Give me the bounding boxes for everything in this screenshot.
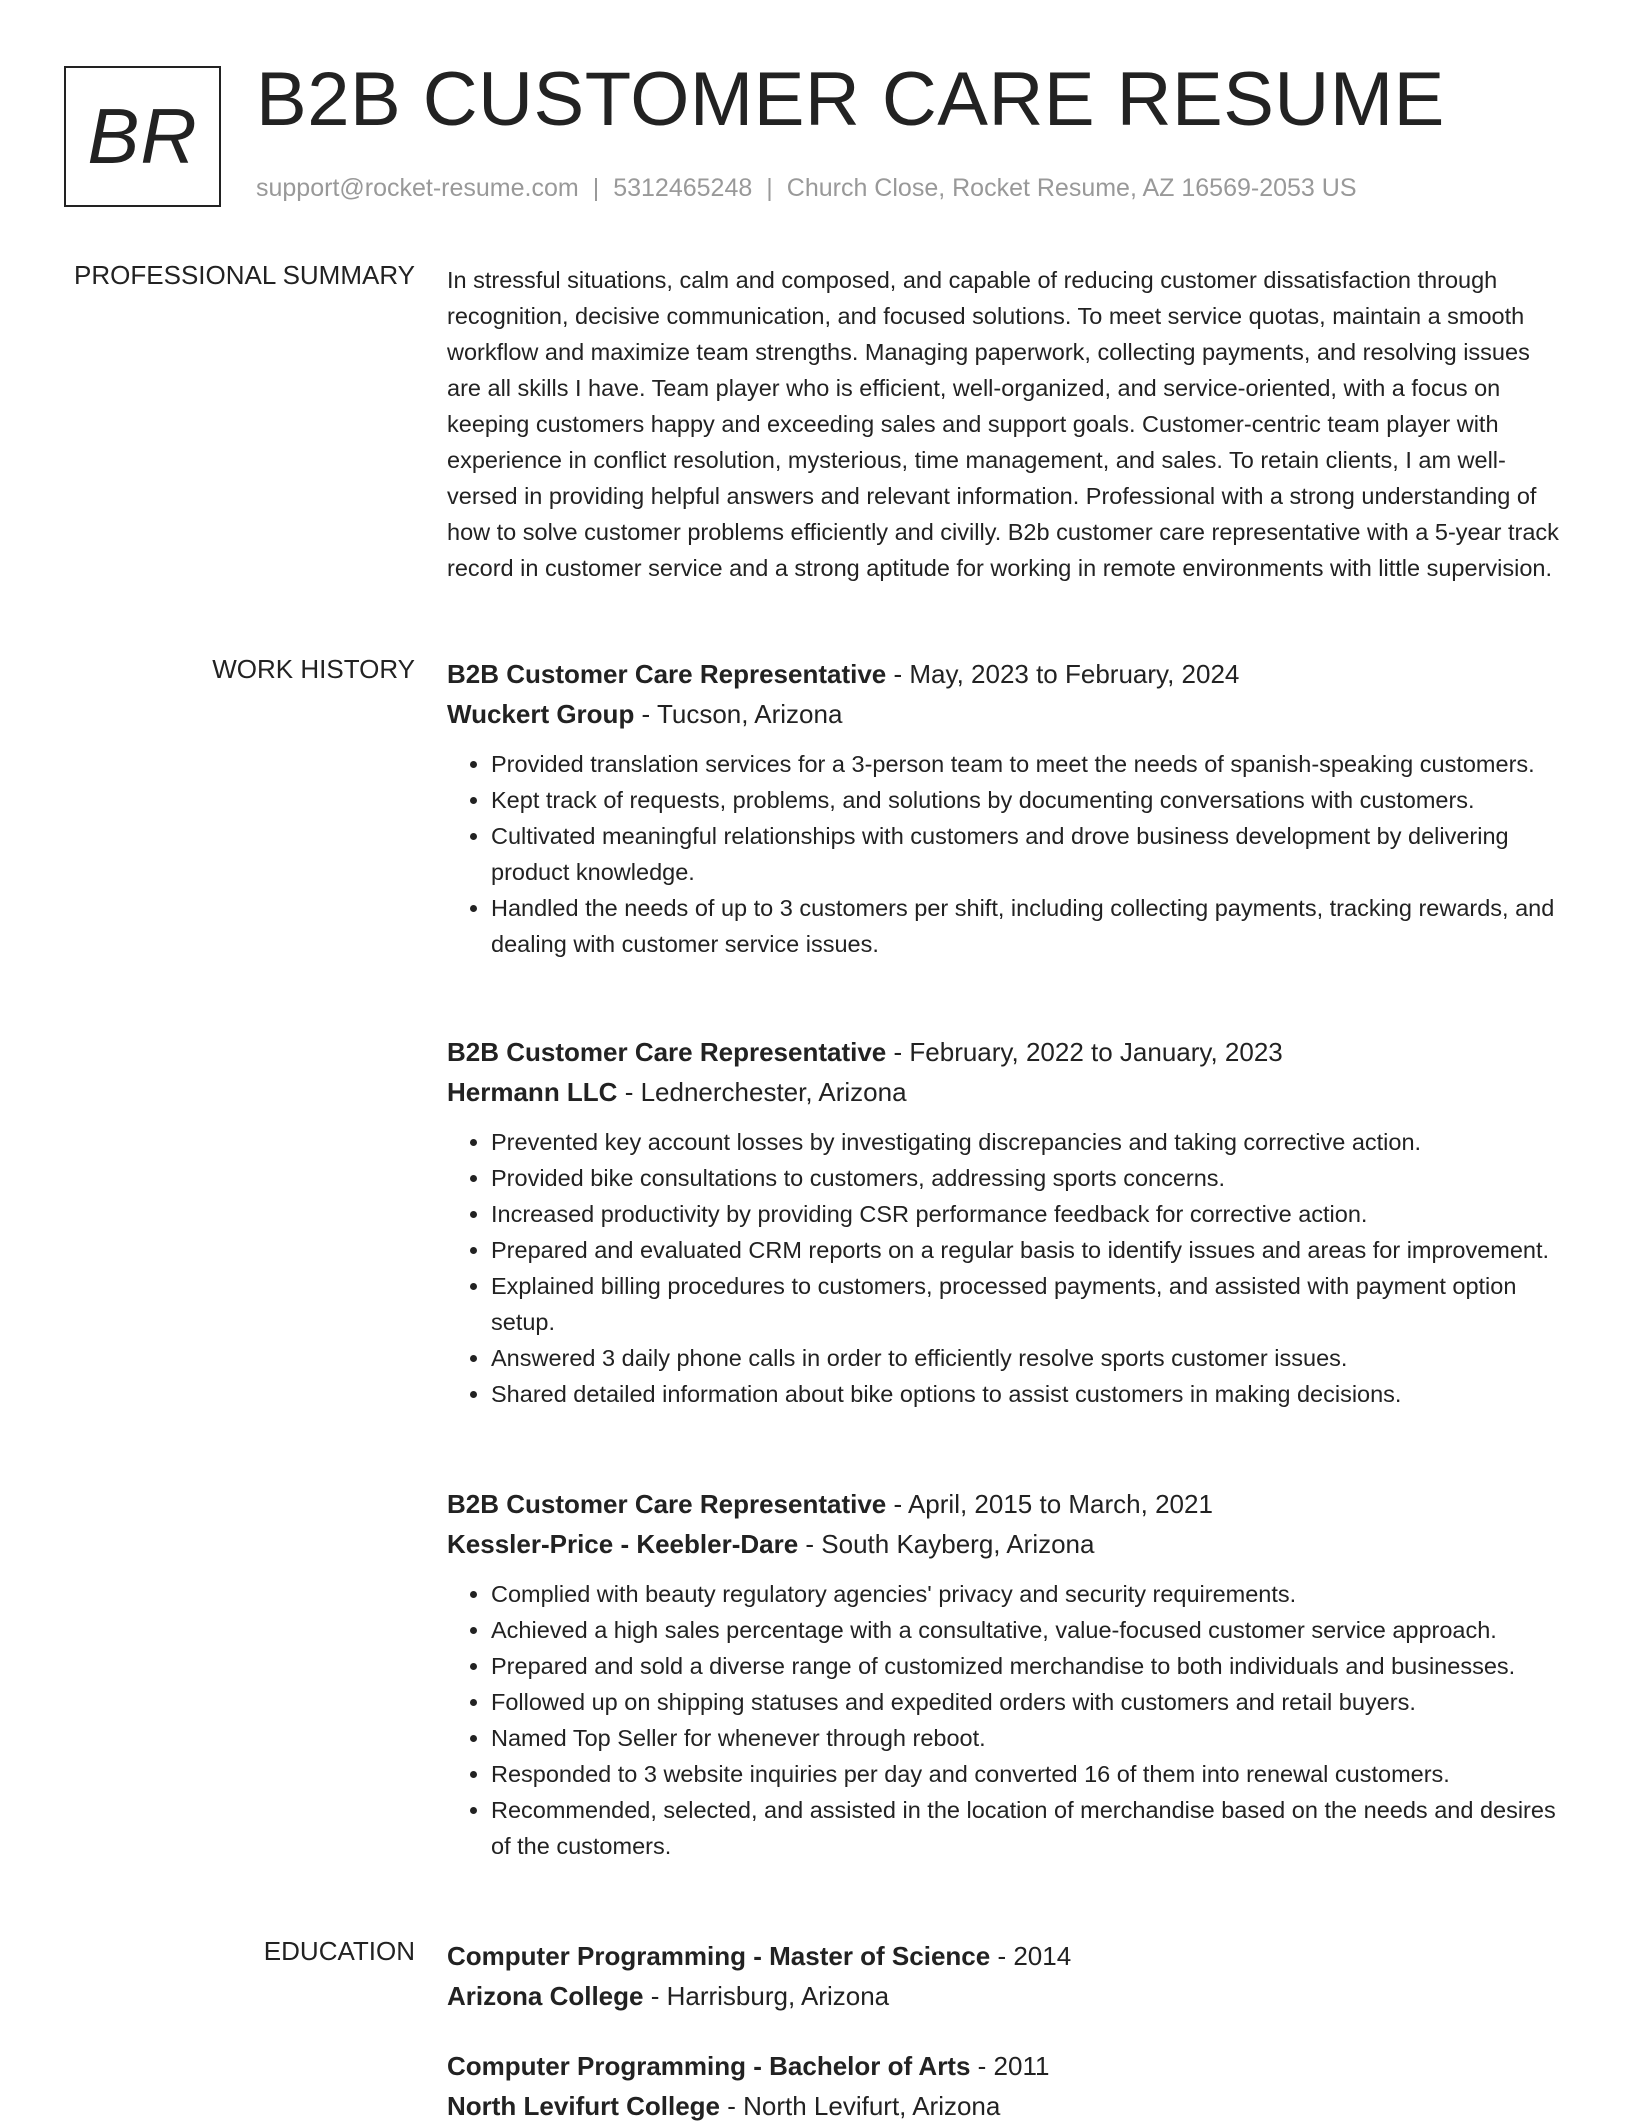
contact-separator: |	[766, 174, 773, 202]
job-dates: - May, 2023 to February, 2024	[886, 659, 1240, 689]
job-bullet: • Provided translation services for a 3-person team to meet the needs of spanish-speaking customers.	[491, 746, 1562, 782]
job-dates: - February, 2022 to January, 2023	[886, 1037, 1283, 1067]
education-location: - Harrisburg, Arizona	[643, 1981, 890, 2011]
education-entry	[447, 1936, 1562, 2016]
education-location: - North Levifurt, Arizona	[720, 2091, 1001, 2121]
job-bullet: • Kept track of requests, problems, and solutions by documenting conversations with customers.	[491, 782, 1562, 818]
job-bullet: • Followed up on shipping statuses and expedited orders with customers and retail buyers.	[491, 1684, 1562, 1720]
job-bullet: • Provided bike consultations to customers, addressing sports concerns.	[491, 1160, 1562, 1196]
job-company: Wuckert Group	[447, 699, 635, 729]
job-dates: - April, 2015 to March, 2021	[886, 1489, 1213, 1519]
job-company-line	[447, 1524, 1562, 1564]
section-label-work-history: WORK HISTORY	[212, 654, 415, 684]
education-school: North Levifurt College	[447, 2091, 721, 2121]
education-school: Arizona College	[447, 1981, 644, 2011]
resume-title: B2B CUSTOMER CARE RESUME	[256, 57, 1445, 142]
education-entry	[447, 2046, 1562, 2126]
education-year: - 2011	[970, 2051, 1050, 2081]
contact-address: Church Close, Rocket Resume, AZ 16569-2053 US	[786, 174, 1357, 202]
job-bullet: • Complied with beauty regulatory agencies' privacy and security requirements.	[491, 1576, 1562, 1612]
job-title-line	[447, 1484, 1562, 1524]
contact-separator: |	[592, 174, 600, 202]
section-label-education: EDUCATION	[263, 1936, 415, 1966]
job-bullet: • Increased productivity by providing CSR performance feedback for corrective action.	[491, 1196, 1562, 1232]
contact-email: support@rocket-resume.com	[256, 174, 579, 202]
education-year: - 2014	[990, 1941, 1072, 1971]
job-bullet: • Responded to 3 website inquiries per day and converted 16 of them into renewal customers.	[491, 1756, 1562, 1792]
education-school-line	[447, 1976, 1562, 2016]
job-title: B2B Customer Care Representative	[447, 659, 887, 689]
job-bullet: • Prepared and evaluated CRM reports on a regular basis to identify issues and areas for improvement.	[491, 1232, 1562, 1268]
job-company: Kessler-Price - Keebler-Dare	[447, 1529, 799, 1559]
job-company-line	[447, 694, 1562, 734]
job-entry	[447, 654, 1562, 962]
education-school-line	[447, 2086, 1562, 2126]
job-title: B2B Customer Care Representative	[447, 1489, 887, 1519]
job-title-line	[447, 1032, 1562, 1072]
job-bullet: • Explained billing procedures to customers, processed payments, and assisted with payment option setup.	[491, 1268, 1562, 1340]
summary-text: In stressful situations, calm and composed, and capable of reducing customer dissatisfaction through recognition, decisive communication, and focused solutions. To meet service quotas, maintain a smooth workflow and maximize team strengths. Managing paperwork, collecting payments, and resolving issues are all skills I have. Team player who is efficient, well-organized, and service-oriented, with a focus on keeping customers happy and exceeding sales and support goals. Customer-centric team player with experience in conflict resolution, mysterious, time management, and sales. To retain clients, I am well-versed in providing helpful answers and relevant information. Professional with a strong understanding of how to solve customer problems efficiently and civilly. B2b customer care representative with a 5-year track record in customer service and a strong aptitude for working in remote environments with little supervision.	[447, 267, 1559, 581]
summary-content	[447, 262, 1562, 586]
monogram-initials: BR	[87, 92, 198, 180]
section-label-summary: PROFESSIONAL SUMMARY	[74, 260, 415, 290]
job-title-line	[447, 654, 1562, 694]
job-bullet-list	[447, 746, 1562, 962]
job-bullet: • Handled the needs of up to 3 customers per shift, including collecting payments, tracking rewards, and dealing with customer service issues.	[491, 890, 1562, 962]
job-bullet: • Prevented key account losses by investigating discrepancies and taking corrective action.	[491, 1124, 1562, 1160]
contact-line	[256, 174, 1357, 203]
education-degree-line	[447, 2046, 1562, 2086]
job-bullet-list	[447, 1124, 1562, 1412]
job-bullet: • Answered 3 daily phone calls in order to efficiently resolve sports customer issues.	[491, 1340, 1562, 1376]
education-degree: Computer Programming - Master of Science	[447, 1941, 991, 1971]
job-location: - South Kayberg, Arizona	[798, 1529, 1095, 1559]
job-location: - Tucson, Arizona	[634, 699, 843, 729]
job-bullet: • Achieved a high sales percentage with a consultative, value-focused customer service approach.	[491, 1612, 1562, 1648]
job-location: - Lednerchester, Arizona	[617, 1077, 907, 1107]
education-degree: Computer Programming - Bachelor of Arts	[447, 2051, 971, 2081]
job-company-line	[447, 1072, 1562, 1112]
job-bullet: • Cultivated meaningful relationships with customers and drove business development by delivering product knowledge.	[491, 818, 1562, 890]
job-bullet: • Shared detailed information about bike options to assist customers in making decisions.	[491, 1376, 1562, 1412]
job-bullet-list	[447, 1576, 1562, 1864]
job-company: Hermann LLC	[447, 1077, 618, 1107]
job-entry	[447, 1484, 1562, 1864]
contact-phone: 5312465248	[613, 174, 753, 202]
job-title: B2B Customer Care Representative	[447, 1037, 887, 1067]
job-bullet: • Named Top Seller for whenever through reboot.	[491, 1720, 1562, 1756]
job-entry	[447, 1032, 1562, 1412]
monogram-box	[64, 66, 221, 207]
job-bullet: • Prepared and sold a diverse range of customized merchandise to both individuals and businesses.	[491, 1648, 1562, 1684]
job-bullet: • Recommended, selected, and assisted in the location of merchandise based on the needs and desires of the customers.	[491, 1792, 1562, 1864]
education-degree-line	[447, 1936, 1562, 1976]
